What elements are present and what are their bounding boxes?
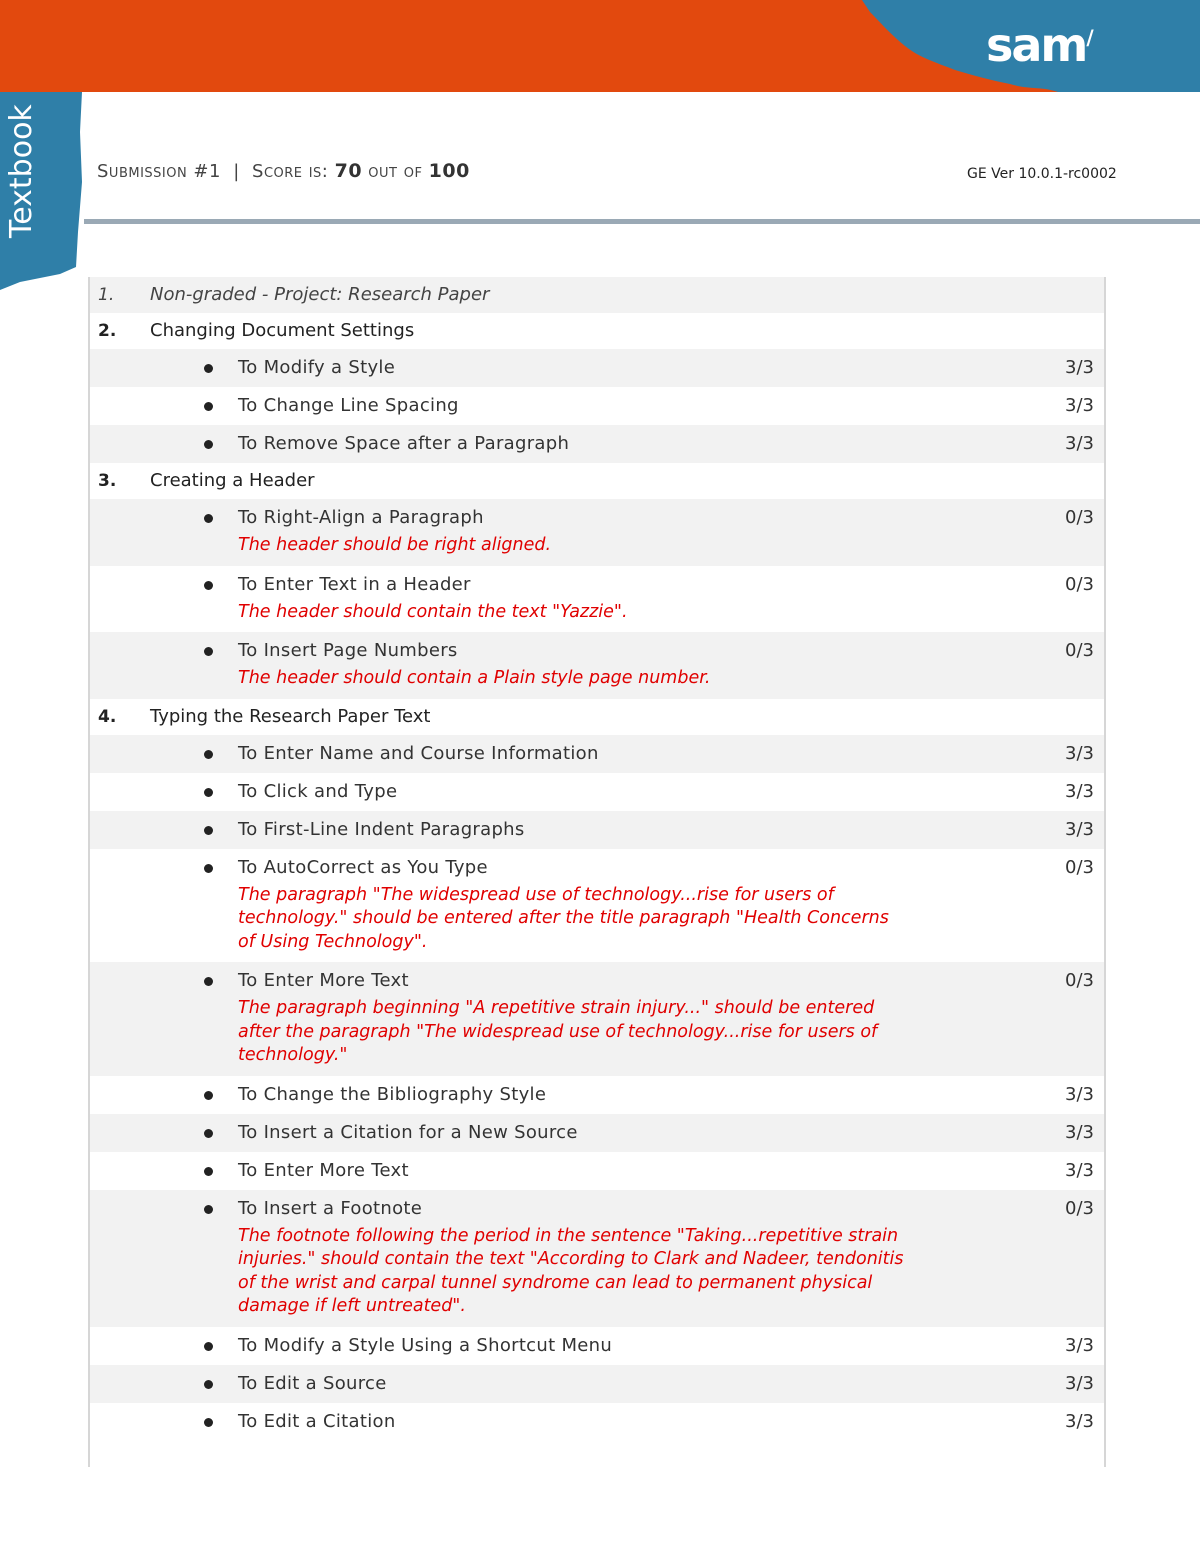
task-name: To Enter More Text bbox=[238, 1159, 409, 1181]
task-score: 3/3 bbox=[1065, 357, 1094, 378]
bullet-icon bbox=[204, 826, 213, 835]
task-row bbox=[90, 387, 1104, 425]
feedback-line: of the wrist and carpal tunnel syndrome can lead to permanent physical bbox=[238, 1272, 873, 1293]
task-name: To Modify a Style bbox=[238, 357, 396, 378]
task-row bbox=[90, 1114, 1104, 1152]
task-name: To First-Line Indent Paragraphs bbox=[238, 818, 525, 840]
max-score-value: 100 bbox=[428, 160, 470, 182]
task-name: To Edit a Source bbox=[238, 1372, 387, 1394]
task-score: 3/3 bbox=[1065, 1334, 1094, 1356]
task-row bbox=[90, 499, 1104, 566]
section-row bbox=[90, 277, 1104, 313]
bullet-icon bbox=[204, 1418, 213, 1427]
task-name: To Enter More Text bbox=[238, 970, 409, 991]
task-row bbox=[90, 425, 1104, 463]
task-name: To Insert a Footnote bbox=[238, 1197, 423, 1219]
task-row bbox=[90, 566, 1104, 633]
bullet-icon bbox=[204, 750, 213, 759]
bullet-icon bbox=[204, 440, 213, 449]
task-score: 3/3 bbox=[1065, 1159, 1094, 1181]
task-score: 0/3 bbox=[1065, 573, 1094, 595]
task-score: 0/3 bbox=[1065, 856, 1094, 878]
task-score: 3/3 bbox=[1065, 433, 1094, 454]
task-row bbox=[90, 1327, 1104, 1365]
feedback-line: damage if left untreated". bbox=[238, 1296, 466, 1316]
results-table bbox=[88, 277, 1106, 1467]
bullet-icon bbox=[204, 647, 213, 656]
task-row bbox=[90, 632, 1104, 699]
task-score: 0/3 bbox=[1065, 507, 1094, 528]
feedback-line: The paragraph "The widespread use of technology...rise for users of bbox=[238, 884, 834, 905]
task-row bbox=[90, 849, 1104, 963]
sam-logo: sam/ bbox=[986, 18, 1092, 72]
task-name: To AutoCorrect as You Type bbox=[238, 856, 488, 878]
section-number: 1. bbox=[98, 285, 115, 305]
task-score: 0/3 bbox=[1065, 640, 1094, 661]
feedback-line: The header should contain a Plain style page number. bbox=[238, 668, 711, 688]
task-name: To Remove Space after a Paragraph bbox=[238, 433, 570, 454]
bullet-icon bbox=[204, 402, 213, 411]
feedback-line: after the paragraph "The widespread use of technology...rise for users of bbox=[238, 1021, 878, 1042]
bullet-icon bbox=[204, 1342, 213, 1351]
score-value: 70 bbox=[334, 160, 363, 182]
task-name: To Click and Type bbox=[238, 780, 398, 802]
task-score: 0/3 bbox=[1065, 970, 1094, 991]
bullet-icon bbox=[204, 864, 213, 873]
feedback-line: technology." bbox=[238, 1045, 348, 1065]
feedback-line: of Using Technology". bbox=[238, 931, 428, 952]
out-of-label: out of bbox=[368, 161, 423, 182]
section-title: Non-graded - Project: Research Paper bbox=[150, 284, 490, 305]
task-row bbox=[90, 1403, 1104, 1441]
submission-score-line bbox=[97, 160, 470, 182]
task-name: To Modify a Style Using a Shortcut Menu bbox=[238, 1334, 613, 1356]
section-number: 3. bbox=[98, 471, 117, 491]
task-score: 3/3 bbox=[1065, 395, 1094, 416]
feedback-text bbox=[238, 1225, 968, 1319]
section-row bbox=[90, 699, 1104, 735]
feedback-text bbox=[238, 534, 968, 558]
task-name: To Insert a Citation for a New Source bbox=[238, 1121, 578, 1143]
task-name: To Change the Bibliography Style bbox=[238, 1083, 547, 1105]
task-score: 3/3 bbox=[1065, 742, 1094, 764]
task-name: To Edit a Citation bbox=[238, 1410, 396, 1432]
task-row bbox=[90, 1190, 1104, 1327]
task-name: To Change Line Spacing bbox=[238, 395, 459, 416]
bullet-icon bbox=[204, 581, 213, 590]
task-row bbox=[90, 1076, 1104, 1114]
feedback-text bbox=[238, 997, 968, 1068]
feedback-text bbox=[238, 884, 968, 955]
task-score: 3/3 bbox=[1065, 1083, 1094, 1105]
textbook-tab-label: Textbook bbox=[4, 104, 39, 238]
task-row bbox=[90, 962, 1104, 1076]
bullet-icon bbox=[204, 788, 213, 797]
section-number: 2. bbox=[98, 321, 117, 341]
task-name: To Insert Page Numbers bbox=[238, 640, 458, 661]
feedback-line: The header should contain the text "Yazzie". bbox=[238, 601, 628, 622]
task-name: To Enter Name and Course Information bbox=[238, 742, 599, 764]
feedback-line: technology." should be entered after the title paragraph "Health Concerns bbox=[238, 908, 889, 928]
feedback-line: injuries." should contain the text "According to Clark and Nadeer, tendonitis bbox=[238, 1249, 904, 1269]
bullet-icon bbox=[204, 514, 213, 523]
task-row bbox=[90, 811, 1104, 849]
bullet-icon bbox=[204, 1091, 213, 1100]
section-number: 4. bbox=[98, 706, 117, 727]
section-row bbox=[90, 463, 1104, 499]
task-row bbox=[90, 735, 1104, 773]
task-score: 0/3 bbox=[1065, 1197, 1094, 1219]
submission-label: Submission #1 bbox=[97, 161, 221, 182]
bullet-icon bbox=[204, 1129, 213, 1138]
task-score: 3/3 bbox=[1065, 818, 1094, 840]
task-score: 3/3 bbox=[1065, 1410, 1094, 1432]
task-score: 3/3 bbox=[1065, 1121, 1094, 1143]
section-title: Typing the Research Paper Text bbox=[150, 705, 431, 727]
task-row bbox=[90, 1152, 1104, 1190]
task-name: To Enter Text in a Header bbox=[238, 573, 471, 595]
task-score: 3/3 bbox=[1065, 780, 1094, 802]
feedback-text bbox=[238, 667, 968, 691]
section-title: Creating a Header bbox=[150, 470, 315, 491]
feedback-line: The footnote following the period in the sentence "Taking...repetitive strain bbox=[238, 1225, 899, 1246]
section-row bbox=[90, 313, 1104, 349]
feedback-line: The header should be right aligned. bbox=[238, 535, 552, 555]
task-row bbox=[90, 349, 1104, 387]
bullet-icon bbox=[204, 1167, 213, 1176]
bullet-icon bbox=[204, 364, 213, 373]
header-divider bbox=[84, 219, 1200, 224]
feedback-line: The paragraph beginning "A repetitive strain injury..." should be entered bbox=[238, 998, 875, 1018]
score-label: Score is: bbox=[252, 161, 329, 182]
task-row bbox=[90, 773, 1104, 811]
section-title: Changing Document Settings bbox=[150, 320, 415, 341]
task-row bbox=[90, 1365, 1104, 1403]
task-score: 3/3 bbox=[1065, 1372, 1094, 1394]
separator: | bbox=[233, 161, 240, 182]
bullet-icon bbox=[204, 1205, 213, 1214]
bullet-icon bbox=[204, 1380, 213, 1389]
feedback-text bbox=[238, 601, 968, 625]
bullet-icon bbox=[204, 977, 213, 986]
version-label: GE Ver 10.0.1-rc0002 bbox=[967, 166, 1117, 182]
task-name: To Right-Align a Paragraph bbox=[238, 507, 484, 528]
